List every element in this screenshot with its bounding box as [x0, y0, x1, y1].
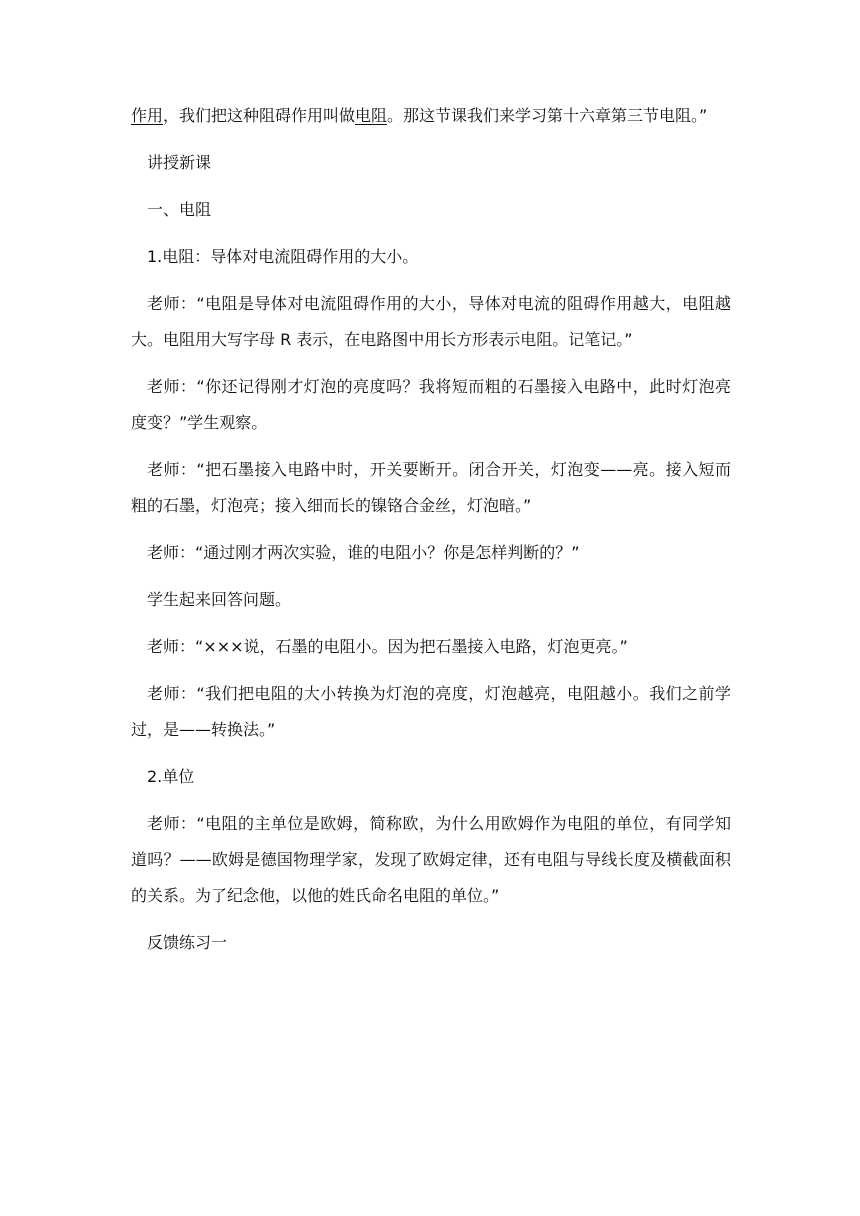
underlined-term: 作用: [131, 106, 164, 125]
subsection-heading: 一、电阻: [147, 200, 212, 219]
document-body: [131, 98, 731, 972]
text-segment: 。那这节课我们来学习第十六章第三节电阻。”: [387, 106, 708, 125]
teacher-dialogue: 老师：“我们把电阻的大小转换为灯泡的亮度，灯泡越亮，电阻越小。我们之前学过，是——转换法。”: [131, 684, 731, 739]
definition-paragraph: 1.电阻：导体对电流阻碍作用的大小。: [147, 247, 419, 266]
subsection-heading: 2.单位: [147, 767, 195, 786]
teacher-dialogue: 老师：“你还记得刚才灯泡的亮度吗？我将短而粗的石墨接入电路中，此时灯泡亮度变？”学生观察。: [131, 377, 731, 432]
teacher-dialogue: 老师：“通过刚才两次实验，谁的电阻小？你是怎样判断的？”: [147, 543, 580, 562]
paragraph-continuation: [131, 98, 731, 134]
student-action: 学生起来回答问题。: [147, 590, 292, 609]
underlined-term: 电阻: [355, 106, 388, 125]
teacher-dialogue: 老师：“把石墨接入电路中时，开关要断开。闭合开关，灯泡变——亮。接入短而粗的石墨，灯泡亮；接入细而长的镍铬合金丝，灯泡暗。”: [131, 460, 731, 515]
section-heading: 反馈练习一: [147, 933, 228, 952]
teacher-dialogue: 老师：“×××说，石墨的电阻小。因为把石墨接入电路，灯泡更亮。”: [147, 637, 628, 656]
teacher-dialogue: 老师：“电阻的主单位是欧姆，简称欧，为什么用欧姆作为电阻的单位，有同学知道吗？——欧姆是德国物理学家，发现了欧姆定律，还有电阻与导线长度及横截面积的关系。为了纪念他，以他的姓氏命名电阻的单位。”: [131, 814, 731, 905]
teacher-dialogue: 老师：“电阻是导体对电流阻碍作用的大小，导体对电流的阻碍作用越大，电阻越大。电阻用大写字母 R 表示，在电路图中用长方形表示电阻。记笔记。”: [131, 294, 731, 349]
section-heading: 讲授新课: [147, 153, 212, 172]
text-segment: ，我们把这种阻碍作用叫做: [163, 106, 356, 125]
